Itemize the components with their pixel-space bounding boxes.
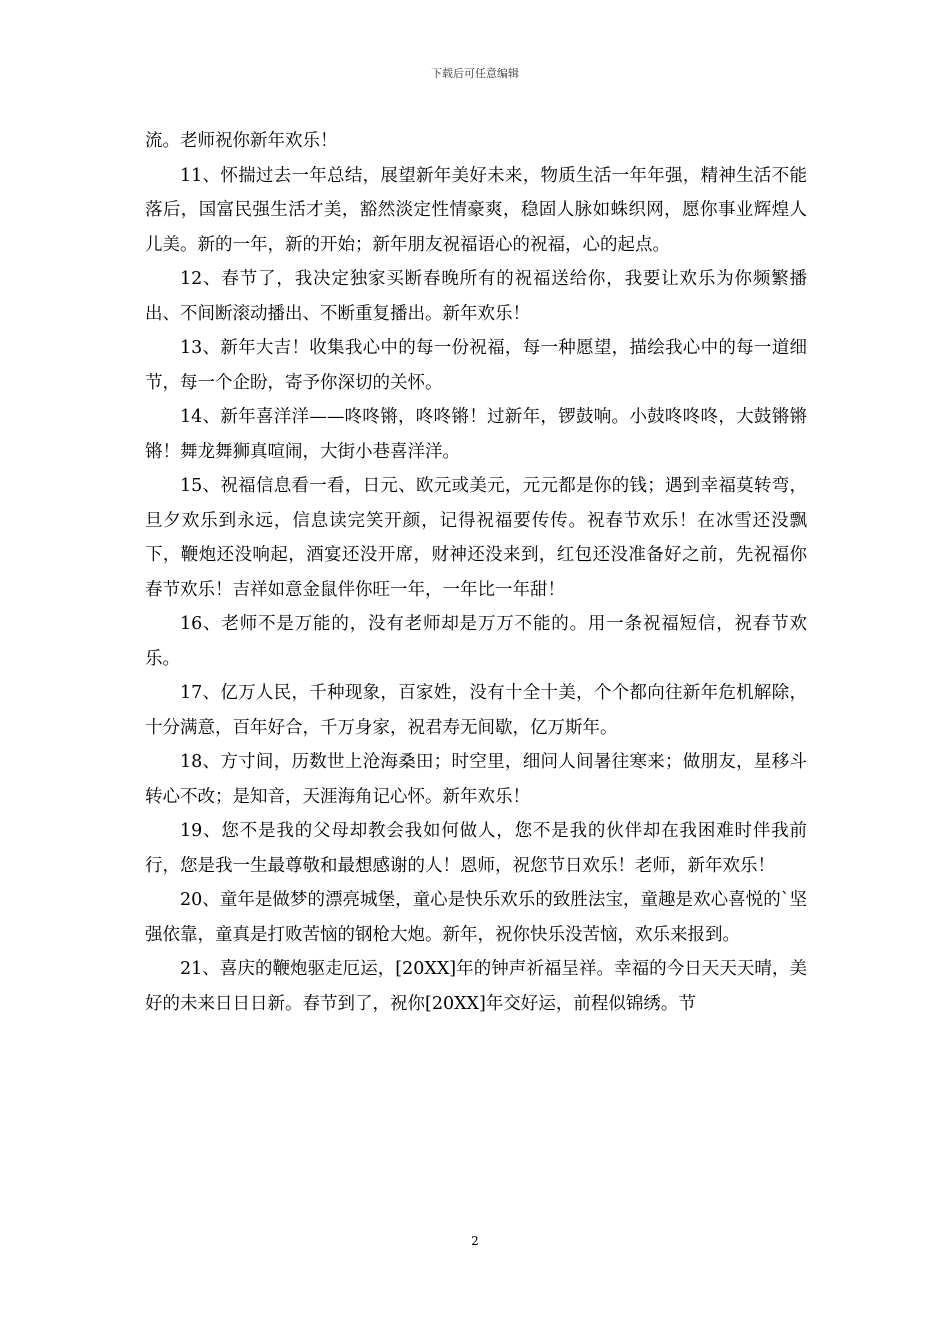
- paragraph-21: 21、喜庆的鞭炮驱走厄运，[20XX]年的钟声祈福呈祥。幸福的今日天天天晴，美好的未来日日日新。春节到了，祝你[20XX]年交好运，前程似锦绣。节: [145, 959, 807, 1014]
- page-number: 2: [471, 1234, 479, 1248]
- paragraph-16: 16、老师不是万能的，没有老师却是万万不能的。用一条祝福短信，祝春节欢乐。: [145, 614, 807, 669]
- paragraph-18: 18、方寸间，历数世上沧海桑田；时空里，细问人间暑往寒来；做朋友，星移斗转心不改；是知音，天涯海角记心怀。新年欢乐！: [145, 752, 807, 807]
- paragraph-13: 13、新年大吉！收集我心中的每一份祝福，每一种愿望，描绘我心中的每一道细节，每一个企盼，寄予你深切的关怀。: [145, 338, 807, 393]
- paragraph-19: 19、您不是我的父母却教会我如何做人，您不是我的伙伴却在我困难时伴我前行，您是我一生最尊敬和最想感谢的人！恩师，祝您节日欢乐！老师，新年欢乐！: [145, 821, 807, 876]
- paragraph-12: 12、春节了，我决定独家买断春晚所有的祝福送给你，我要让欢乐为你频繁播出、不间断滚动播出、不断重复播出。新年欢乐！: [145, 269, 807, 324]
- document-body: [145, 124, 807, 1021]
- page-header: 下载后可任意编辑: [431, 67, 519, 80]
- paragraph-17: 17、亿万人民，千种现象，百家姓，没有十全十美，个个都向往新年危机解除，十分满意，百年好合，千万身家，祝君寿无间歇，亿万斯年。: [145, 683, 807, 738]
- paragraph-11: 11、怀揣过去一年总结，展望新年美好未来，物质生活一年年强，精神生活不能落后，国富民强生活才美，豁然淡定性情豪爽，稳固人脉如蛛织网，愿你事业辉煌人儿美。新的一年，新的开始；新年朋友祝福语心的祝福，心的起点。: [145, 165, 807, 255]
- paragraph-continuation: 流。老师祝你新年欢乐！: [145, 131, 338, 151]
- paragraph-15: 15、祝福信息看一看，日元、欧元或美元，元元都是你的钱；遇到幸福莫转弯，旦夕欢乐到永远，信息读完笑开颜，记得祝福要传传。祝春节欢乐！在冰雪还没飘下，鞭炮还没响起，酒宴还没开席，财神还没来到，红包还没准备好之前，先祝福你春节欢乐！吉祥如意金鼠伴你旺一年，一年比一年甜！: [145, 476, 807, 600]
- paragraph-14: 14、新年喜洋洋——咚咚锵，咚咚锵！过新年，锣鼓响。小鼓咚咚咚，大鼓锵锵锵！舞龙舞狮真喧闹，大街小巷喜洋洋。: [145, 407, 807, 462]
- paragraph-20: 20、童年是做梦的漂亮城堡，童心是快乐欢乐的致胜法宝，童趣是欢心喜悦的`坚强依靠，童真是打败苦恼的钢枪大炮。新年，祝你快乐没苦恼，欢乐来报到。: [145, 890, 807, 945]
